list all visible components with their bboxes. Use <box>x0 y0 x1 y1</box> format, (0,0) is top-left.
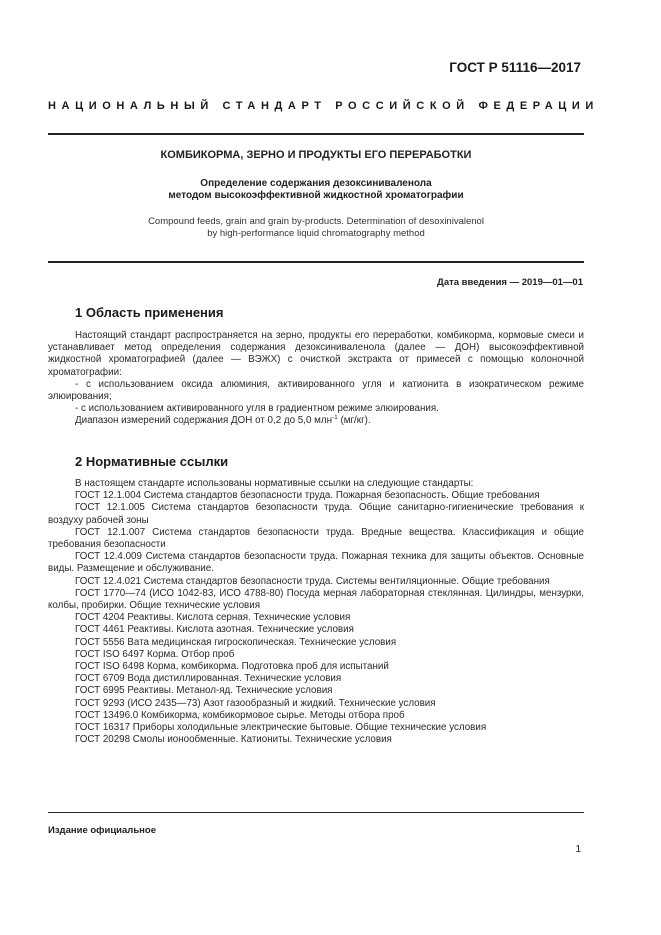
reference-item: ГОСТ 4461 Реактивы. Кислота азотная. Технические условия <box>75 624 354 636</box>
reference-item: ГОСТ 6709 Вода дистиллированная. Технические условия <box>75 673 342 685</box>
reference-item: ГОСТ 16317 Приборы холодильные электрические бытовые. Общие технические условия <box>75 722 487 734</box>
page-number: 1 <box>575 844 581 855</box>
national-standard-banner: НАЦИОНАЛЬНЫЙ СТАНДАРТ РОССИЙСКОЙ ФЕДЕРАЦИИ <box>48 100 599 112</box>
title-divider <box>48 261 584 263</box>
english-title-line-2: by high-performance liquid chromatography method <box>207 228 425 239</box>
reference-item: ГОСТ 9293 (ИСО 2435—73) Азот газообразный и жидкий. Технические условия <box>75 697 436 709</box>
measurement-range: Диапазон измерений содержания ДОН от 0,2 до 5,0 млн$^{-1}$ (мг/кг). <box>75 414 371 427</box>
document-code: ГОСТ Р 51116—2017 <box>449 60 581 75</box>
document-subtitle <box>48 178 584 202</box>
section-1-body <box>48 330 584 428</box>
footer-divider <box>48 812 584 813</box>
edition-label: Издание официальное <box>48 825 156 836</box>
reference-item: ГОСТ 13496.0 Комбикорма, комбикормовое сырье. Методы отбора проб <box>75 709 405 721</box>
english-title <box>48 216 584 240</box>
subtitle-line-2: методом высокоэффективной жидкостной хроматографии <box>168 190 464 201</box>
reference-item: ГОСТ 5556 Вата медицинская гигроскопическая. Технические условия <box>75 636 397 648</box>
introduction-date: Дата введения — 2019—01—01 <box>437 277 583 288</box>
section-2-heading: 2 Нормативные ссылки <box>75 454 229 469</box>
section-1-heading: 1 Область применения <box>75 305 224 320</box>
reference-item: ГОСТ 12.1.007 Система стандартов безопасности труда. Вредные вещества. Классификация и общие требования безопасности <box>48 526 584 551</box>
reference-item: ГОСТ 4204 Реактивы. Кислота серная. Технические условия <box>75 612 351 624</box>
reference-item: ГОСТ 1770—74 (ИСО 1042-83, ИСО 4788-80) Посуда мерная лабораторная стеклянная. Цилиндры, мензурки, колбы, пробирки. Общие технические условия <box>48 587 584 612</box>
document-title: КОМБИКОРМА, ЗЕРНО И ПРОДУКТЫ ЕГО ПЕРЕРАБОТКИ <box>160 149 472 161</box>
section-1-list-item: - с использованием активированного угля в градиентном режиме элюирования. <box>75 403 439 415</box>
reference-item: ГОСТ ISO 6497 Корма. Отбор проб <box>75 648 235 660</box>
reference-item: ГОСТ 12.1.004 Система стандартов безопасности труда. Пожарная безопасность. Общие требования <box>75 490 540 502</box>
section-2-body <box>48 478 584 746</box>
reference-item: ГОСТ 12.1.005 Система стандартов безопасности труда. Общие санитарно-гигиенические требования к воздуху рабочей зоны <box>48 502 584 526</box>
reference-item: ГОСТ 20298 Смолы ионообменные. Катиониты. Технические условия <box>75 734 392 746</box>
section-1-list-item: - с использованием оксида алюминия, активированного угля и катионита в изократическом режиме элюирования; <box>48 378 584 403</box>
reference-item: ГОСТ 12.4.021 Система стандартов безопасности труда. Системы вентиляционные. Общие требования <box>75 575 550 587</box>
subtitle-line-1: Определение содержания дезоксиниваленола <box>200 178 432 189</box>
section-1-paragraph: Настоящий стандарт распространяется на зерно, продукты его переработки, комбикорма, кормовые смеси и устанавливает метод определения содержания дезоксиниваленола (далее — ДОН) высокоэффективной жидкостной хроматографией (далее — ВЭЖХ) с очисткой экстракта от примесей с помощью колоночной хроматографии: <box>48 330 584 378</box>
reference-item: ГОСТ 6995 Реактивы. Метанол-яд. Технические условия <box>75 685 333 697</box>
header-divider <box>48 133 584 135</box>
reference-item: ГОСТ ISO 6498 Корма, комбикорма. Подготовка проб для испытаний <box>75 661 389 673</box>
reference-item: ГОСТ 12.4.009 Система стандартов безопасности труда. Пожарная техника для защиты объектов. Основные виды. Размещение и обслуживание. <box>48 551 584 575</box>
section-2-intro: В настоящем стандарте использованы нормативные ссылки на следующие стандарты: <box>75 478 474 489</box>
english-title-line-1: Compound feeds, grain and grain by-products. Determination of desoxinivalenol <box>148 216 484 227</box>
